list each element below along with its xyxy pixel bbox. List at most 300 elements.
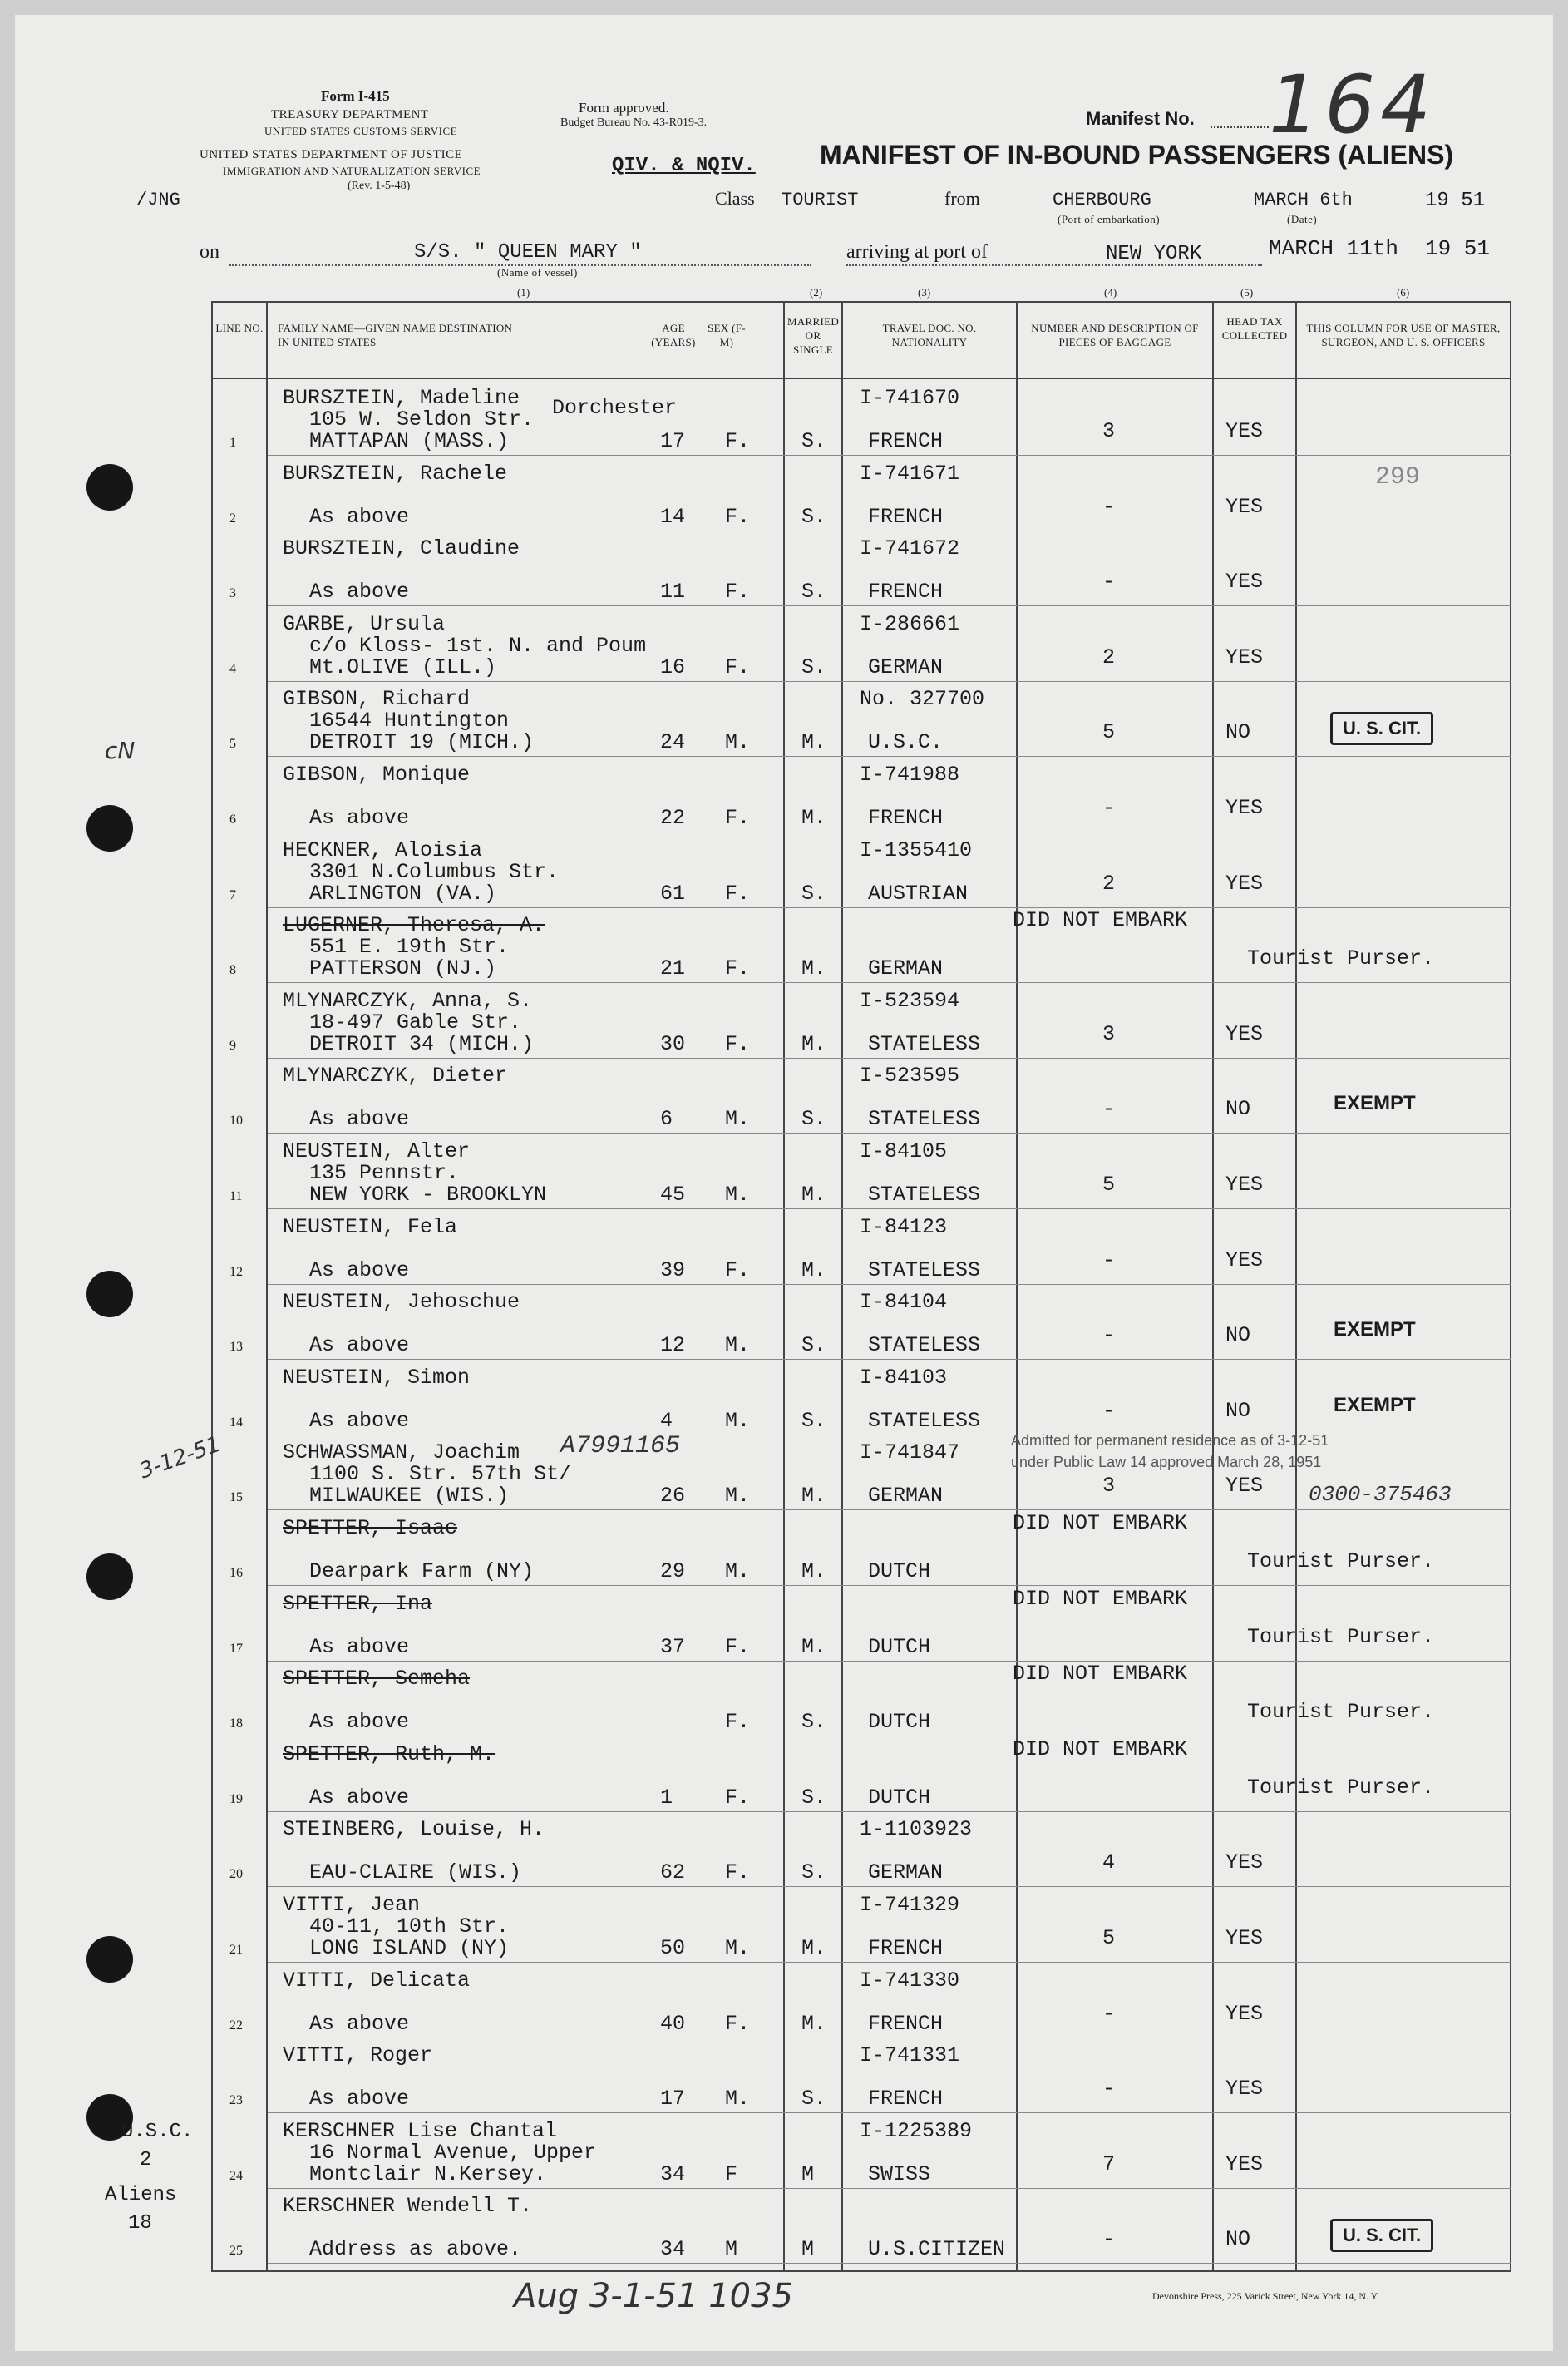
- marital-status: M.: [801, 2011, 827, 2036]
- sex: F.: [725, 580, 751, 605]
- ins-service: IMMIGRATION AND NATURALIZATION SERVICE: [223, 165, 481, 177]
- head-tax: YES: [1225, 419, 1264, 443]
- marital-status: M.: [801, 730, 827, 755]
- punch-hole: [86, 1271, 133, 1317]
- travel-doc-number: I-741672: [860, 536, 960, 561]
- table-row: [211, 758, 1511, 832]
- age: 30: [660, 1031, 686, 1056]
- marital-status: M.: [801, 1634, 827, 1659]
- baggage-count: -: [1102, 494, 1116, 519]
- travel-doc-number: I-1355410: [860, 837, 973, 862]
- travel-doc-number: I-523595: [860, 1064, 960, 1089]
- col-number: (4): [1104, 286, 1117, 299]
- dotted-line: [846, 264, 1262, 266]
- address-line-2: PATTERSON (NJ.): [309, 956, 497, 981]
- marital-status: S.: [801, 504, 827, 529]
- age: 50: [660, 1936, 686, 1960]
- nationality: FRENCH: [868, 429, 944, 453]
- col-number: (6): [1397, 286, 1410, 299]
- dotted-line: [229, 264, 811, 266]
- head-tax: YES: [1225, 645, 1264, 669]
- form-approved: Form approved.: [579, 100, 669, 116]
- nationality: FRENCH: [868, 580, 944, 605]
- baggage-count: -: [1102, 796, 1116, 820]
- address-line-2: ARLINGTON (VA.): [309, 881, 497, 906]
- marital-status: S.: [801, 1333, 827, 1358]
- col-number: (5): [1240, 286, 1254, 299]
- sex: F.: [725, 1860, 751, 1885]
- marital-status: S.: [801, 2087, 827, 2112]
- age: 22: [660, 806, 686, 830]
- travel-doc-number: I-741671: [860, 461, 960, 486]
- marital-status: M.: [801, 956, 827, 981]
- line-number: 21: [229, 1943, 243, 1957]
- baggage-count: -: [1102, 1323, 1116, 1348]
- sex: M.: [725, 730, 751, 755]
- col-header-age: AGE (YEARS): [651, 322, 696, 348]
- address-line-1: 551 E. 19th Str.: [309, 935, 510, 960]
- vessel-caption: (Name of vessel): [497, 266, 578, 279]
- nationality: GERMAN: [868, 1860, 944, 1885]
- sex: F.: [725, 956, 751, 981]
- arrival-date: MARCH 11th: [1269, 236, 1399, 261]
- head-tax: YES: [1225, 1021, 1264, 1046]
- passenger-name: HECKNER, Aloisia: [283, 837, 483, 862]
- travel-doc-number: I-741329: [860, 1893, 960, 1917]
- manifest-number: 164: [1269, 58, 1437, 151]
- nationality: STATELESS: [868, 1257, 981, 1282]
- nationality: FRENCH: [868, 504, 944, 529]
- travel-doc-number: I-741331: [860, 2043, 960, 2068]
- sex: M.: [725, 1408, 751, 1433]
- sex: F.: [725, 504, 751, 529]
- nationality: STATELESS: [868, 1408, 981, 1433]
- marital-status: S.: [801, 1785, 827, 1810]
- marital-status: M.: [801, 806, 827, 830]
- address-line-2: NEW YORK - BROOKLYN: [309, 1183, 547, 1207]
- baggage-count: -: [1102, 2077, 1116, 2102]
- head-tax: NO: [1225, 1323, 1251, 1348]
- age: 14: [660, 504, 686, 529]
- nationality: DUTCH: [868, 1559, 931, 1583]
- margin-note-date: 3-12-51: [136, 1431, 224, 1484]
- address-line-2: Mt.OLIVE (ILL.): [309, 654, 497, 679]
- passenger-name: STEINBERG, Louise, H.: [283, 1817, 545, 1842]
- punch-hole: [86, 1936, 133, 1983]
- nationality: FRENCH: [868, 806, 944, 830]
- table-row: [211, 1511, 1511, 1586]
- justice-dept: UNITED STATES DEPARTMENT OF JUSTICE: [200, 148, 463, 161]
- sex: M.: [725, 2087, 751, 2112]
- table-row: [211, 984, 1511, 1059]
- table-header-border: [211, 378, 1511, 379]
- address-line-2: As above: [309, 806, 410, 830]
- marital-status: M.: [801, 1559, 827, 1583]
- passenger-name: SPETTER, Ruth, M.: [283, 1741, 496, 1766]
- age: 6: [660, 1107, 673, 1132]
- passenger-name: MLYNARCZYK, Anna, S.: [283, 988, 533, 1013]
- travel-doc-number: I-286661: [860, 611, 960, 636]
- us-citizen-stamp: U. S. CIT.: [1330, 2219, 1433, 2252]
- sex: M.: [725, 1333, 751, 1358]
- sex: F.: [725, 2011, 751, 2036]
- nationality: STATELESS: [868, 1031, 981, 1056]
- col-header-married: MARRIED OR SINGLE: [786, 315, 840, 356]
- nationality: DUTCH: [868, 1634, 931, 1659]
- marital-status: M.: [801, 1936, 827, 1960]
- sex: F.: [725, 429, 751, 453]
- travel-doc-number: I-84123: [860, 1214, 948, 1239]
- travel-doc-number: I-84105: [860, 1139, 948, 1163]
- address-line-2: LONG ISLAND (NY): [309, 1936, 510, 1960]
- sex: M: [725, 2237, 738, 2262]
- head-tax: YES: [1225, 1926, 1264, 1950]
- head-tax: YES: [1225, 871, 1264, 896]
- sex: F.: [725, 1031, 751, 1056]
- marital-status: S.: [801, 1408, 827, 1433]
- sex: F.: [725, 806, 751, 830]
- sex: F.: [725, 881, 751, 906]
- address-line-2: DETROIT 34 (MICH.): [309, 1031, 535, 1056]
- class-label: Class: [715, 188, 755, 209]
- passenger-name: VITTI, Roger: [283, 2043, 433, 2068]
- marital-status: S.: [801, 881, 827, 906]
- travel-doc-number: I-741330: [860, 1968, 960, 1993]
- usc-total-count: 2: [140, 2149, 152, 2171]
- nationality: U.S.CITIZEN: [868, 2237, 1006, 2262]
- age: 4: [660, 1408, 673, 1433]
- date-caption: (Date): [1287, 213, 1318, 225]
- travel-doc-number: I-84103: [860, 1365, 948, 1390]
- address-line-1: 3301 N.Columbus Str.: [309, 859, 560, 884]
- age: 45: [660, 1183, 686, 1207]
- col-header-sex: SEX (F-M): [708, 322, 746, 348]
- marital-status: M: [801, 2161, 815, 2186]
- sex: M.: [725, 1183, 751, 1207]
- line-number: 10: [229, 1114, 243, 1129]
- officer-note: 0300-375463: [1309, 1482, 1452, 1508]
- head-tax: YES: [1225, 494, 1264, 519]
- table-top-border: [211, 301, 1511, 303]
- line-number: 23: [229, 2093, 243, 2108]
- head-tax: NO: [1225, 1097, 1251, 1122]
- line-number: 22: [229, 2018, 243, 2033]
- alien-registration-number: A7991165: [560, 1432, 681, 1461]
- line-number: 6: [229, 813, 236, 827]
- address-line-2: DETROIT 19 (MICH.): [309, 730, 535, 755]
- marital-status: M.: [801, 1257, 827, 1282]
- baggage-count: -: [1102, 2227, 1116, 2252]
- passenger-name: VITTI, Jean: [283, 1893, 421, 1917]
- manifest-sheet: [15, 15, 1553, 2351]
- col-header-baggage: NUMBER AND DESCRIPTION OF PIECES OF BAGGAGE: [1031, 322, 1199, 348]
- nationality: FRENCH: [868, 1936, 944, 1960]
- table-row: [211, 682, 1511, 757]
- clerk-initials: /JNG: [136, 190, 180, 210]
- marital-status: S.: [801, 654, 827, 679]
- table-row: [211, 1361, 1511, 1435]
- visa-class: QIV. & NQIV.: [612, 155, 756, 177]
- baggage-count: 3: [1102, 419, 1116, 443]
- age: 17: [660, 429, 686, 453]
- table-row: [211, 2189, 1511, 2264]
- head-tax: YES: [1225, 2001, 1264, 2026]
- head-tax: YES: [1225, 796, 1264, 820]
- address-line-2: MILWAUKEE (WIS.): [309, 1484, 510, 1509]
- address-line-1: 18-497 Gable Str.: [309, 1010, 522, 1035]
- marital-status: M.: [801, 1484, 827, 1509]
- address-line-1: c/o Kloss- 1st. N. and Poum: [309, 633, 647, 658]
- address-line-2: EAU-CLAIRE (WIS.): [309, 1860, 522, 1885]
- address-line-2: As above: [309, 1257, 410, 1282]
- head-tax: YES: [1225, 1850, 1264, 1875]
- did-not-embark-note: DID NOT EMBARK: [1013, 1511, 1188, 1535]
- port-embarkation-caption: (Port of embarkation): [1058, 213, 1161, 225]
- manifest-no-line: [1211, 126, 1269, 128]
- table-row: [211, 1812, 1511, 1887]
- nationality: STATELESS: [868, 1107, 981, 1132]
- baggage-count: 5: [1102, 1926, 1116, 1950]
- passenger-name: VITTI, Delicata: [283, 1968, 471, 1993]
- col-header-line: LINE NO.: [215, 322, 264, 334]
- col-number: (2): [810, 286, 823, 299]
- address-line-2: As above: [309, 580, 410, 605]
- customs-service: UNITED STATES CUSTOMS SERVICE: [264, 125, 458, 137]
- passenger-name: GIBSON, Monique: [283, 763, 471, 787]
- line-number: 25: [229, 2244, 243, 2259]
- marital-status: S.: [801, 429, 827, 453]
- address-line-2: As above: [309, 1785, 410, 1810]
- passenger-name: BURSZTEIN, Claudine: [283, 536, 520, 561]
- marital-status: S.: [801, 1107, 827, 1132]
- marital-status: S.: [801, 1710, 827, 1735]
- manifest-title: MANIFEST OF IN-BOUND PASSENGERS (ALIENS): [820, 140, 1454, 170]
- travel-doc-number: 1-1103923: [860, 1817, 973, 1842]
- age: 1: [660, 1785, 673, 1810]
- sex: F.: [725, 1785, 751, 1810]
- line-number: 19: [229, 1791, 243, 1806]
- baggage-count: 2: [1102, 871, 1116, 896]
- treasury-dept: TREASURY DEPARTMENT: [271, 108, 429, 121]
- class-value: TOURIST: [782, 190, 859, 210]
- age: 26: [660, 1484, 686, 1509]
- passenger-name: SPETTER, Ina: [283, 1591, 433, 1616]
- officer-note: 299: [1375, 462, 1421, 491]
- baggage-count: 2: [1102, 645, 1116, 669]
- passenger-name: SPETTER, Semeha: [283, 1667, 471, 1692]
- aliens-total-label: Aliens: [105, 2184, 177, 2206]
- sex: F.: [725, 654, 751, 679]
- table-row: [211, 457, 1511, 531]
- col-number: (1): [517, 286, 530, 299]
- age: 37: [660, 1634, 686, 1659]
- address-line-2: As above: [309, 2087, 410, 2112]
- head-tax: NO: [1225, 720, 1251, 745]
- sailing-year: 19 51: [1425, 190, 1486, 212]
- margin-note-cn: cN: [105, 737, 136, 764]
- purser-note: Tourist Purser.: [1247, 1775, 1435, 1800]
- head-tax: YES: [1225, 570, 1264, 595]
- budget-bureau: Budget Bureau No. 43-R019-3.: [560, 116, 708, 129]
- port-embarkation: CHERBOURG: [1053, 190, 1151, 210]
- line-number: 24: [229, 2168, 243, 2183]
- address-line-2: As above: [309, 2011, 410, 2036]
- head-tax: NO: [1225, 2227, 1251, 2252]
- table-row: [211, 1888, 1511, 1963]
- sex: F.: [725, 1710, 751, 1735]
- age: 34: [660, 2161, 686, 2186]
- col-number: (3): [918, 286, 931, 299]
- nationality: GERMAN: [868, 956, 944, 981]
- table-row: [211, 531, 1511, 606]
- travel-doc-number: I-1225389: [860, 2118, 973, 2143]
- age: 62: [660, 1860, 686, 1885]
- us-citizen-stamp: U. S. CIT.: [1330, 712, 1433, 745]
- baggage-count: 7: [1102, 2151, 1116, 2176]
- table-row: [211, 1210, 1511, 1285]
- address-line-2: As above: [309, 1710, 410, 1735]
- address-line-2: MATTAPAN (MASS.): [309, 429, 510, 453]
- line-number: 9: [229, 1038, 236, 1053]
- passenger-name: KERSCHNER Wendell T.: [283, 2194, 533, 2219]
- revision: (Rev. 1-5-48): [348, 180, 411, 192]
- sex: M.: [725, 1484, 751, 1509]
- line-number: 7: [229, 887, 236, 902]
- nationality: GERMAN: [868, 1484, 944, 1509]
- head-tax: YES: [1225, 1173, 1264, 1197]
- table-row: [211, 1963, 1511, 2038]
- address-line-1: 1100 S. Str. 57th St/: [309, 1462, 572, 1487]
- table-row: [211, 1059, 1511, 1134]
- printer-imprint: Devonshire Press, 225 Varick Street, New York 14, N. Y.: [1152, 2290, 1379, 2302]
- table-row: [211, 381, 1511, 456]
- passenger-name: SPETTER, Isaac: [283, 1516, 458, 1540]
- table-row: [211, 1737, 1511, 1812]
- line-number: 4: [229, 661, 236, 676]
- punch-hole: [86, 805, 133, 852]
- baggage-count: -: [1102, 1247, 1116, 1272]
- passenger-name: MLYNARCZYK, Dieter: [283, 1064, 508, 1089]
- table-row: [211, 2038, 1511, 2113]
- nationality: SWISS: [868, 2161, 931, 2186]
- address-line-2: As above: [309, 1333, 410, 1358]
- nationality: U.S.C.: [868, 730, 944, 755]
- age: 61: [660, 881, 686, 906]
- table-row: [211, 1587, 1511, 1662]
- nationality: FRENCH: [868, 2011, 944, 2036]
- marital-status: M: [801, 2237, 815, 2262]
- line-number: 15: [229, 1490, 243, 1505]
- table-bottom-border: [211, 2270, 1511, 2272]
- sex: F: [725, 2161, 738, 2186]
- line-number: 14: [229, 1415, 243, 1430]
- baggage-count: -: [1102, 2001, 1116, 2026]
- age: 12: [660, 1333, 686, 1358]
- address-line-1: 16 Normal Avenue, Upper: [309, 2140, 597, 2165]
- baggage-count: -: [1102, 570, 1116, 595]
- sex: M.: [725, 1936, 751, 1960]
- travel-doc-number: I-741670: [860, 386, 960, 410]
- sex: F.: [725, 1634, 751, 1659]
- nationality: DUTCH: [868, 1710, 931, 1735]
- travel-doc-number: I-523594: [860, 988, 960, 1013]
- manifest-no-label: Manifest No.: [1086, 108, 1195, 129]
- table-row: [211, 1285, 1511, 1360]
- age: 29: [660, 1559, 686, 1583]
- punch-hole: [86, 1553, 133, 1600]
- travel-doc-number: No. 327700: [860, 687, 985, 712]
- line-number: 20: [229, 1867, 243, 1882]
- arrival-year: 19 51: [1425, 236, 1491, 261]
- address-line-1: 16544 Huntington: [309, 709, 510, 734]
- line-number: 2: [229, 511, 236, 526]
- age: 34: [660, 2237, 686, 2262]
- table-row: [211, 2114, 1511, 2189]
- baggage-count: -: [1102, 1398, 1116, 1423]
- table-row: [211, 1662, 1511, 1736]
- address-line-2: As above: [309, 504, 410, 529]
- passenger-name: NEUSTEIN, Alter: [283, 1139, 471, 1163]
- address-line-1: 135 Pennstr.: [309, 1161, 460, 1185]
- sex: M.: [725, 1107, 751, 1132]
- admission-stamp-line: Admitted for permanent residence as of 3-12-51: [1011, 1432, 1329, 1450]
- head-tax: YES: [1225, 2077, 1264, 2102]
- age: 21: [660, 956, 686, 981]
- aliens-total-count: 18: [128, 2212, 152, 2235]
- baggage-count: 3: [1102, 1021, 1116, 1046]
- line-number: 5: [229, 737, 236, 752]
- address-line-2: As above: [309, 1107, 410, 1132]
- line-number: 11: [229, 1189, 243, 1203]
- line-number: 17: [229, 1641, 243, 1656]
- did-not-embark-note: DID NOT EMBARK: [1013, 908, 1188, 933]
- col-header-officers: THIS COLUMN FOR USE OF MASTER, SURGEON, AND U. S. OFFICERS: [1306, 322, 1501, 348]
- line-number: 13: [229, 1340, 243, 1355]
- passenger-name: SCHWASSMAN, Joachim: [283, 1440, 520, 1465]
- age: 40: [660, 2011, 686, 2036]
- marital-status: M.: [801, 1031, 827, 1056]
- nationality: STATELESS: [868, 1183, 981, 1207]
- admission-stamp-line: under Public Law 14 approved March 28, 1951: [1011, 1454, 1322, 1471]
- sex: F.: [725, 1257, 751, 1282]
- address-line-2: As above: [309, 1408, 410, 1433]
- baggage-count: 5: [1102, 1173, 1116, 1197]
- nationality: GERMAN: [868, 654, 944, 679]
- travel-doc-number: I-84104: [860, 1290, 948, 1315]
- marital-status: M.: [801, 1183, 827, 1207]
- nationality: STATELESS: [868, 1333, 981, 1358]
- nationality: AUSTRIAN: [868, 881, 969, 906]
- head-tax: YES: [1225, 2151, 1264, 2176]
- purser-note: Tourist Purser.: [1247, 1624, 1435, 1649]
- handwritten-date-stamp: Aug 3-1-51 1035: [514, 2277, 793, 2315]
- table-row: [211, 908, 1511, 983]
- row-separator: [268, 2263, 1511, 2264]
- address-line-2: Montclair N.Kersey.: [309, 2161, 547, 2186]
- address-line-1: 105 W. Seldon Str.: [309, 408, 535, 432]
- col-header-head-tax: HEAD TAX COLLECTED: [1221, 315, 1288, 342]
- purser-note: Tourist Purser.: [1247, 1700, 1435, 1725]
- passenger-name: LUGERNER, Theresa, A.: [283, 913, 545, 938]
- usc-total-label: U.S.C.: [121, 2121, 194, 2143]
- line-number: 18: [229, 1716, 243, 1731]
- passenger-name: BURSZTEIN, Madeline: [283, 386, 520, 410]
- line-number: 3: [229, 586, 236, 601]
- table-row: [211, 607, 1511, 682]
- on-label: on: [200, 241, 219, 263]
- baggage-count: 5: [1102, 720, 1116, 745]
- col-header-travel-doc: TRAVEL DOC. NO. NATIONALITY: [882, 322, 977, 348]
